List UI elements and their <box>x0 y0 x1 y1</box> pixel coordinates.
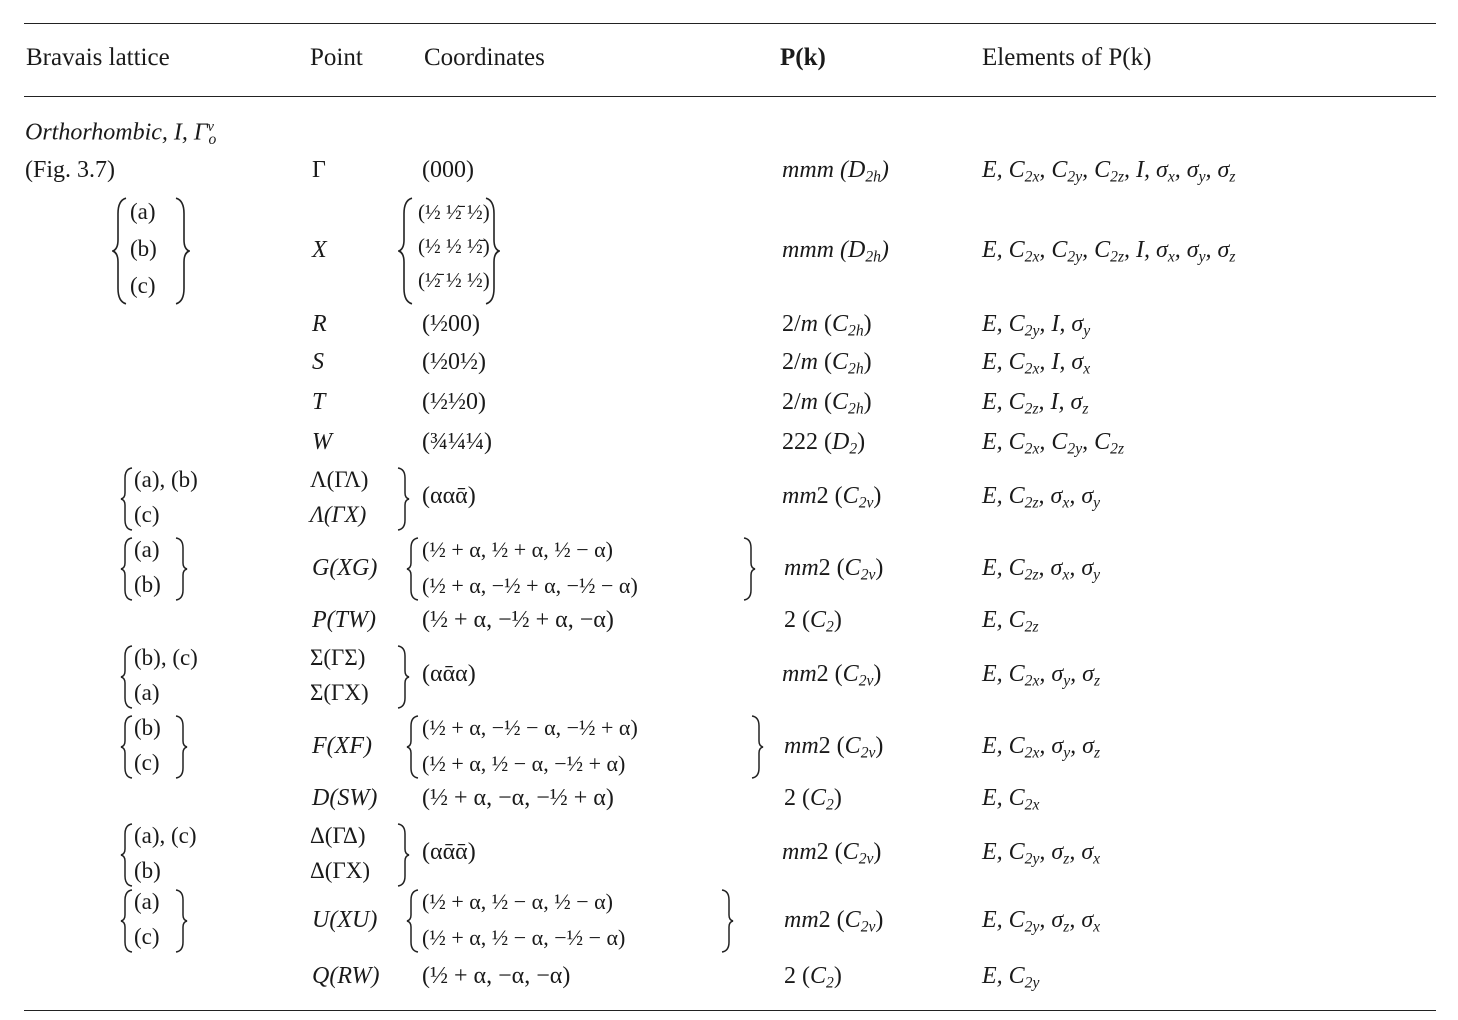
row-u-coord-a: (½ + α, ½ − α, ½ − α) <box>422 889 613 914</box>
row-f-label-c: (c) <box>134 750 160 775</box>
lattice-title-sup: v <box>207 119 214 135</box>
row-f-label-b: (b) <box>134 715 161 740</box>
row-lambda-elements: E, $C_{2z}$, $\sigma_x$, $\sigma_y$ <box>982 483 1101 512</box>
row-lambda-label-ab: (a), (b) <box>134 467 198 492</box>
row-sigma-label-bc: (b), (c) <box>134 645 198 670</box>
row-r-pk: 2/m $(C_{2h})$ <box>782 311 872 340</box>
row-delta-coord: (αᾱᾱ) <box>422 839 476 865</box>
row-gamma-coord: (000) <box>422 157 474 183</box>
row-x-label-brace-left <box>112 196 128 310</box>
row-r-elements: E, $C_{2y}$, I, $\sigma_y$ <box>982 311 1091 340</box>
row-p-point: P(TW) <box>312 607 376 633</box>
row-g-coords <box>422 532 638 604</box>
lattice-title-text: Orthorhombic, I, Γ <box>25 119 208 146</box>
row-f-coord-brace-right <box>750 714 764 784</box>
row-p-coord: (½ + α, −½ + α, −α) <box>422 607 614 633</box>
row-q-pk: 2 $(C_2)$ <box>784 963 842 992</box>
row-sigma-label-brace <box>120 644 134 714</box>
row-g-label-brace-left <box>120 536 134 606</box>
bottom-rule <box>24 1010 1436 1011</box>
header-bravais-lattice: Bravais lattice <box>26 44 170 71</box>
row-f-coord-b: (½ + α, −½ − α, −½ + α) <box>422 715 638 740</box>
row-g-label-a: (a) <box>134 537 160 562</box>
row-u-labels <box>134 884 160 954</box>
row-q-point: Q(RW) <box>312 963 380 989</box>
header-point: Point <box>310 44 363 71</box>
row-sigma-pk: mm2 $(C_{2v})$ <box>782 661 882 690</box>
row-u-label-c: (c) <box>134 924 160 949</box>
row-g-label-brace-right <box>174 536 188 606</box>
header-rule <box>24 96 1436 97</box>
row-sigma-coord: (αᾱα) <box>422 661 476 687</box>
row-gamma-elements: E, $C_{2x}$, $C_{2y}$, $C_{2z}$, I, $\sigma_x$, $\sigma_y$, $\sigma_z$ <box>982 157 1236 186</box>
top-rule <box>24 23 1436 24</box>
row-u-pk: mm2 $(C_{2v})$ <box>784 907 884 936</box>
row-t-pk: 2/m $(C_{2h})$ <box>782 389 872 418</box>
row-lambda-label-brace <box>120 466 134 536</box>
row-sigma-label-a: (a) <box>134 680 160 705</box>
row-t-point: T <box>312 389 326 415</box>
row-x-labels <box>130 193 157 304</box>
row-u-label-brace-right <box>174 888 188 958</box>
row-w-pk: 222 $(D_2)$ <box>782 429 866 458</box>
row-delta-point-2: Δ(ΓX) <box>310 858 371 883</box>
row-g-coord-brace-right <box>742 536 756 606</box>
row-lambda-coord: (ααᾱ) <box>422 483 476 509</box>
row-p-pk: 2 $(C_2)$ <box>784 607 842 636</box>
row-x-pk: mmm $(D_{2h})$ <box>782 237 889 266</box>
row-sigma-point-1: Σ(ΓΣ) <box>310 645 366 670</box>
row-delta-point-brace <box>396 822 410 892</box>
row-g-coord-a: (½ + α, ½ + α, ½ − α) <box>422 537 613 562</box>
row-sigma-elements: E, $C_{2x}$, $\sigma_y$, $\sigma_z$ <box>982 661 1101 690</box>
row-s-point: S <box>312 349 324 375</box>
row-lambda-points <box>310 462 368 532</box>
row-lambda-point-1: Λ(ΓΛ) <box>310 467 369 492</box>
row-f-elements: E, $C_{2x}$, $\sigma_y$, $\sigma_z$ <box>982 733 1101 762</box>
row-d-point: D(SW) <box>312 785 378 811</box>
header-coordinates: Coordinates <box>424 44 545 71</box>
row-gamma-pk: mmm $(D_{2h})$ <box>782 157 889 186</box>
row-g-elements: E, $C_{2z}$, $\sigma_x$, $\sigma_y$ <box>982 555 1101 584</box>
row-x-label-a: (a) <box>130 199 156 224</box>
row-g-coord-brace-left <box>406 536 420 606</box>
row-f-label-brace-right <box>174 714 188 784</box>
row-sigma-labels <box>134 640 198 710</box>
row-g-pk: mm2 $(C_{2v})$ <box>784 555 884 584</box>
row-s-coord: (½0½) <box>422 349 486 375</box>
row-delta-pk: mm2 $(C_{2v})$ <box>782 839 882 868</box>
row-q-elements: E, $C_{2y}$ <box>982 963 1040 992</box>
row-u-coords <box>422 884 625 956</box>
row-s-elements: E, $C_{2x}$, I, $\sigma_x$ <box>982 349 1091 378</box>
row-f-coords <box>422 710 638 782</box>
row-g-label-b: (b) <box>134 572 161 597</box>
row-lambda-labels <box>134 462 198 532</box>
row-x-label-c: (c) <box>130 273 156 298</box>
row-g-point: G(XG) <box>312 555 378 581</box>
row-u-label-a: (a) <box>134 889 160 914</box>
row-u-elements: E, $C_{2y}$, $\sigma_z$, $\sigma_x$ <box>982 907 1101 936</box>
row-u-point: U(XU) <box>312 907 378 933</box>
row-u-coord-brace-right <box>720 888 734 958</box>
row-t-elements: E, $C_{2z}$, I, $\sigma_z$ <box>982 389 1089 418</box>
row-x-coord-a: (½ ½̄ ½) <box>418 200 490 224</box>
header-pk: P(k) <box>780 44 826 71</box>
row-f-coord-brace-left <box>406 714 420 784</box>
row-lambda-point-brace <box>396 466 410 536</box>
row-delta-points <box>310 818 370 888</box>
row-u-coord-c: (½ + α, ½ − α, −½ − α) <box>422 925 626 950</box>
row-x-coords <box>418 195 490 297</box>
row-gamma-point: Γ <box>312 157 326 183</box>
row-w-point: W <box>312 429 332 455</box>
row-sigma-point-brace <box>396 644 410 714</box>
row-lambda-pk: mm2 $(C_{2v})$ <box>782 483 882 512</box>
row-w-elements: E, $C_{2x}$, $C_{2y}$, $C_{2z}$ <box>982 429 1125 458</box>
row-q-coord: (½ + α, −α, −α) <box>422 963 571 989</box>
row-x-label-brace-right <box>174 196 190 310</box>
row-lambda-point-2: Λ(ΓX) <box>310 502 367 527</box>
row-t-coord: (½½0) <box>422 389 486 415</box>
row-d-elements: E, $C_{2x}$ <box>982 785 1040 814</box>
row-g-labels <box>134 532 161 602</box>
lattice-figure-ref: (Fig. 3.7) <box>25 157 115 183</box>
row-w-coord: (¾¼¼) <box>422 429 492 455</box>
row-f-coord-c: (½ + α, ½ − α, −½ + α) <box>422 751 626 776</box>
row-d-pk: 2 $(C_2)$ <box>784 785 842 814</box>
row-f-labels <box>134 710 161 780</box>
row-delta-label-brace <box>120 822 134 892</box>
row-r-point: R <box>312 311 327 337</box>
row-x-point: X <box>312 237 327 263</box>
row-x-coord-c: (½̄ ½ ½) <box>418 268 490 292</box>
row-delta-labels <box>134 818 197 888</box>
row-f-label-brace-left <box>120 714 134 784</box>
row-x-coord-b: (½ ½ ½̄) <box>418 234 490 258</box>
row-s-pk: 2/m $(C_{2h})$ <box>782 349 872 378</box>
row-sigma-point-2: Σ(ΓX) <box>310 680 369 705</box>
row-r-coord: (½00) <box>422 311 480 337</box>
row-p-elements: E, $C_{2z}$ <box>982 607 1039 636</box>
row-x-elements: E, $C_{2x}$, $C_{2y}$, $C_{2z}$, I, $\sigma_x$, $\sigma_y$, $\sigma_z$ <box>982 237 1236 266</box>
row-f-pk: mm2 $(C_{2v})$ <box>784 733 884 762</box>
row-sigma-points <box>310 640 369 710</box>
row-u-label-brace-left <box>120 888 134 958</box>
row-u-coord-brace-left <box>406 888 420 958</box>
row-f-point: F(XF) <box>312 733 372 759</box>
row-g-coord-b: (½ + α, −½ + α, −½ − α) <box>422 573 638 598</box>
row-x-coord-brace-left <box>398 196 414 310</box>
row-delta-point-1: Δ(ΓΔ) <box>310 823 366 848</box>
row-d-coord: (½ + α, −α, −½ + α) <box>422 785 614 811</box>
row-x-label-b: (b) <box>130 236 157 261</box>
header-elements: Elements of P(k) <box>982 44 1152 71</box>
row-x-coord-brace-right <box>484 196 500 310</box>
lattice-title <box>25 120 216 148</box>
row-delta-label-ac: (a), (c) <box>134 823 197 848</box>
row-delta-label-b: (b) <box>134 858 161 883</box>
lattice-title-sub: o <box>208 131 217 149</box>
row-lambda-label-c: (c) <box>134 502 160 527</box>
row-delta-elements: E, $C_{2y}$, $\sigma_z$, $\sigma_x$ <box>982 839 1101 868</box>
